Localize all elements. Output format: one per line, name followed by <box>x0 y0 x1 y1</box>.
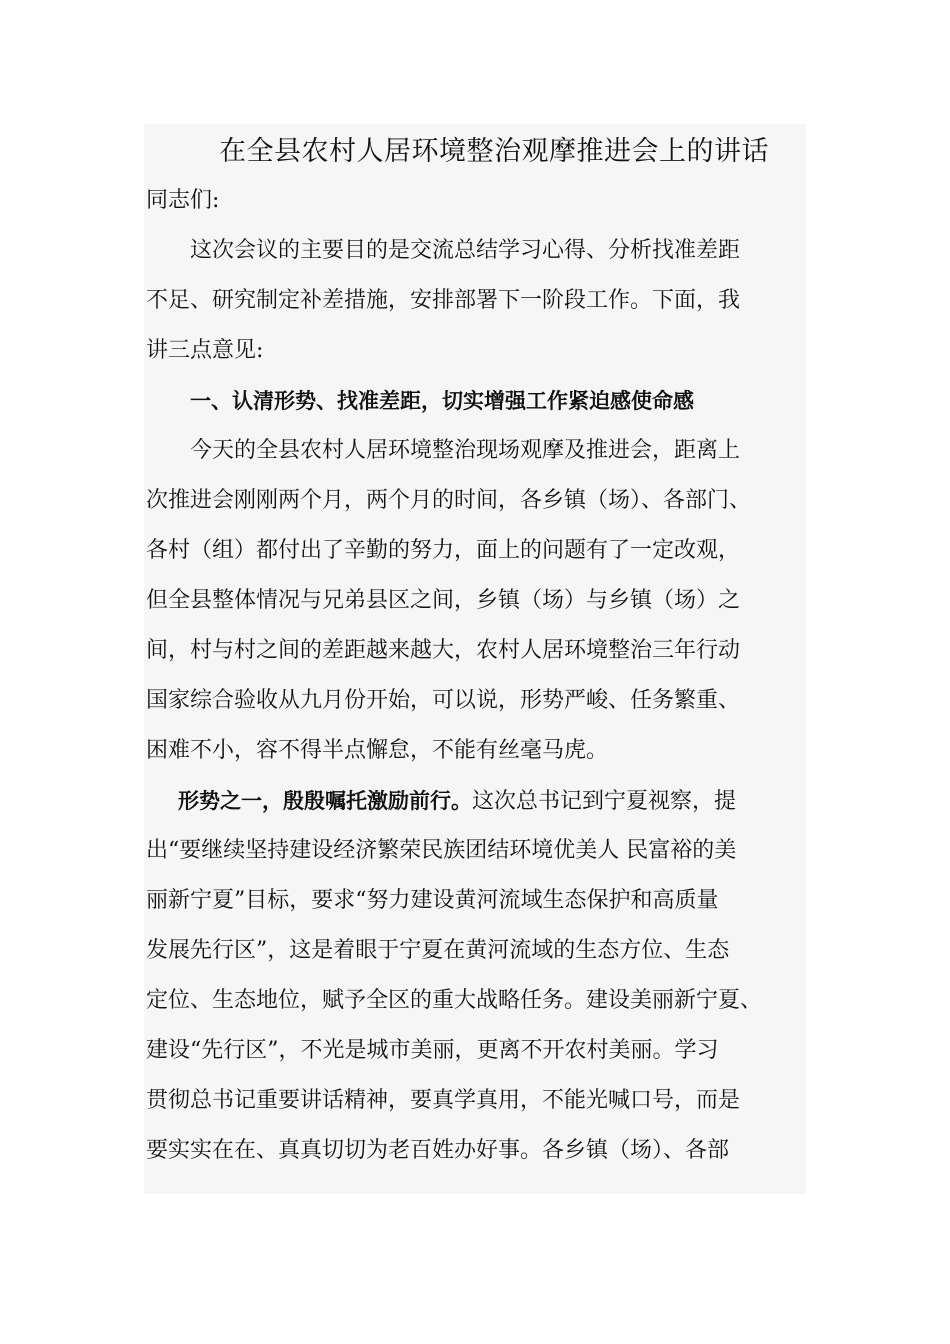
paragraph-line: 次推进会刚刚两个月，两个月的时间，各乡镇（场）、各部门、 <box>146 488 752 513</box>
paragraph-line: 但全县整体情况与兄弟县区之间，乡镇（场）与乡镇（场）之 <box>146 588 741 613</box>
paragraph-line <box>146 776 811 826</box>
paragraph-line: 各村（组）都付出了辛勤的努力，面上的问题有了一定改观， <box>146 538 741 563</box>
paragraph-line: 贯彻总书记重要讲话精神，要真学真用，不能光喊口号，而是 <box>146 1088 741 1113</box>
paragraph-line: 丽新宁夏”目标，要求“努力建设黄河流域生态保护和高质量 <box>146 888 719 913</box>
paragraph-line: 定位、生态地位，赋予全区的重大战略任务。建设美丽新宁夏、 <box>146 988 763 1013</box>
paragraph-line: 今天的全县农村人居环境整治现场观摩及推进会，距离上 <box>190 438 741 463</box>
paragraph-line: 出“要继续坚持建设经济繁荣民族团结环境优美人 民富裕的美 <box>146 838 737 863</box>
paragraph-line: 这次会议的主要目的是交流总结学习心得、分析找准差距 <box>190 238 741 263</box>
paragraph-line: 间，村与村之间的差距越来越大，农村人居环境整治三年行动 <box>146 638 741 663</box>
paragraph-line: 困难不小，容不得半点懈怠，不能有丝毫马虎。 <box>146 738 609 763</box>
paragraph-text: 这次总书记到宁夏视察，提 <box>472 789 737 814</box>
salutation: 同志们: <box>146 188 220 213</box>
paragraph-line: 讲三点意见: <box>146 338 264 363</box>
paragraph-line: 不足、研究制定补差措施，安排部署下一阶段工作。下面，我 <box>146 288 741 313</box>
document-title: 在全县农村人居环境整治观摩推进会上的讲话 <box>219 136 769 167</box>
section-heading: 一、认清形势、找准差距，切实增强工作紧迫感使命感 <box>190 389 694 413</box>
paragraph-line: 国家综合验收从九月份开始，可以说，形势严峻、任务繁重、 <box>146 688 741 713</box>
paragraph-line: 建设“先行区”，不光是城市美丽，更离不开农村美丽。学习 <box>146 1038 719 1063</box>
bold-lead-in: 形势之一，殷殷嘱托激励前行。 <box>178 789 472 813</box>
document-body <box>146 176 811 1176</box>
paragraph-line: 要实实在在、真真切切为老百姓办好事。各乡镇（场）、各部 <box>146 1138 730 1163</box>
paragraph-line: 发展先行区”，这是着眼于宁夏在黄河流域的生态方位、生态 <box>146 938 730 963</box>
